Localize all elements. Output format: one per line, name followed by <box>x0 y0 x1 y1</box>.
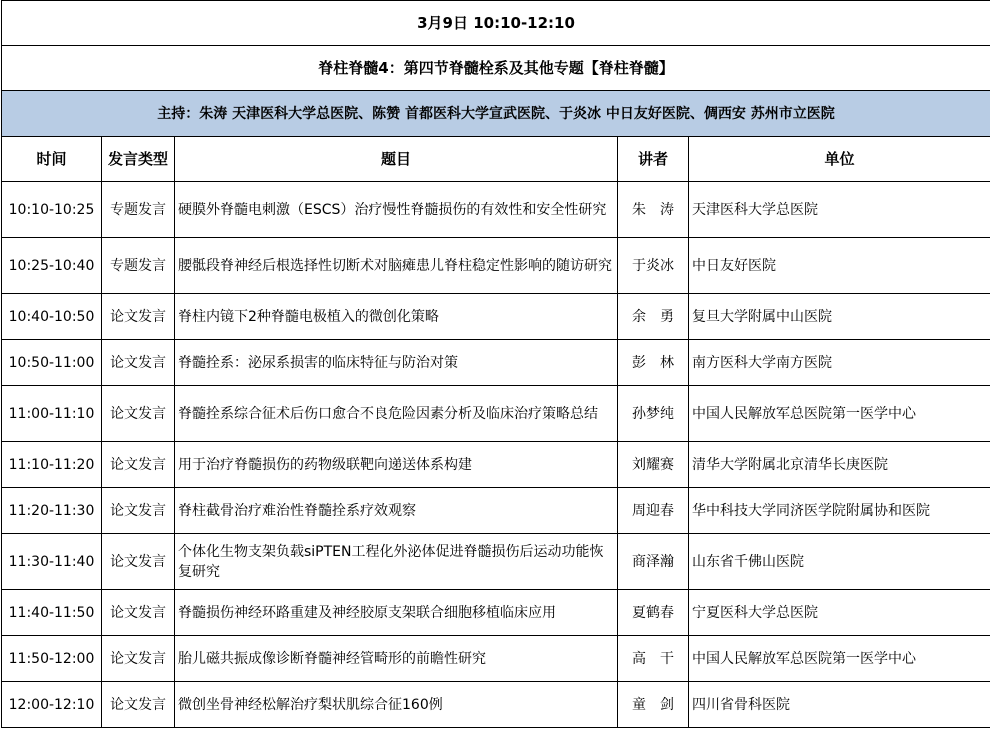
type-cell: 论文发言 <box>102 386 175 442</box>
speaker-cell: 高 干 <box>618 636 689 682</box>
speaker-cell: 彭 林 <box>618 340 689 386</box>
date-row <box>2 1 990 46</box>
unit-cell: 四川省骨科医院 <box>689 682 990 728</box>
speaker-cell: 孙梦纯 <box>618 386 689 442</box>
table-row <box>2 590 990 636</box>
header-type: 发言类型 <box>102 137 175 182</box>
topic-cell: 微创坐骨神经松解治疗梨状肌综合征160例 <box>175 682 618 728</box>
type-cell: 论文发言 <box>102 590 175 636</box>
table-row <box>2 340 990 386</box>
type-cell: 论文发言 <box>102 534 175 590</box>
schedule-table <box>1 0 990 728</box>
time-cell: 11:50-12:00 <box>2 636 102 682</box>
speaker-cell: 周迎春 <box>618 488 689 534</box>
time-cell: 11:10-11:20 <box>2 442 102 488</box>
topic-cell: 脊髓拴系：泌尿系损害的临床特征与防治对策 <box>175 340 618 386</box>
time-cell: 10:10-10:25 <box>2 182 102 238</box>
table-row <box>2 238 990 294</box>
table-row <box>2 182 990 238</box>
chairs: 主持：朱涛 天津医科大学总医院、陈赞 首都医科大学宣武医院、于炎冰 中日友好医院、倜西安 苏州市立医院 <box>2 91 990 137</box>
type-cell: 专题发言 <box>102 182 175 238</box>
unit-cell: 中国人民解放军总医院第一医学中心 <box>689 636 990 682</box>
speaker-cell: 刘耀赛 <box>618 442 689 488</box>
speaker-cell: 于炎冰 <box>618 238 689 294</box>
header-unit: 单位 <box>689 137 990 182</box>
session-row <box>2 46 990 91</box>
unit-cell: 宁夏医科大学总医院 <box>689 590 990 636</box>
header-topic: 题目 <box>175 137 618 182</box>
topic-cell: 胎儿磁共振成像诊断脊髓神经管畸形的前瞻性研究 <box>175 636 618 682</box>
chair-row <box>2 91 990 137</box>
topic-cell: 脊髓拴系综合征术后伤口愈合不良危险因素分析及临床治疗策略总结 <box>175 386 618 442</box>
unit-cell: 中国人民解放军总医院第一医学中心 <box>689 386 990 442</box>
topic-cell: 脊柱截骨治疗难治性脊髓拴系疗效观察 <box>175 488 618 534</box>
header-row <box>2 137 990 182</box>
topic-cell: 脊柱内镜下2种脊髓电极植入的微创化策略 <box>175 294 618 340</box>
table-row <box>2 636 990 682</box>
table-row <box>2 442 990 488</box>
topic-cell: 硬膜外脊髓电刺激（ESCS）治疗慢性脊髓损伤的有效性和安全性研究 <box>175 182 618 238</box>
speaker-cell: 夏鹤春 <box>618 590 689 636</box>
speaker-cell: 童 剑 <box>618 682 689 728</box>
speaker-cell: 朱 涛 <box>618 182 689 238</box>
unit-cell: 清华大学附属北京清华长庚医院 <box>689 442 990 488</box>
time-cell: 10:25-10:40 <box>2 238 102 294</box>
topic-cell: 脊髓损伤神经环路重建及神经胶原支架联合细胞移植临床应用 <box>175 590 618 636</box>
type-cell: 论文发言 <box>102 682 175 728</box>
time-cell: 11:30-11:40 <box>2 534 102 590</box>
unit-cell: 华中科技大学同济医学院附属协和医院 <box>689 488 990 534</box>
table-row <box>2 294 990 340</box>
type-cell: 论文发言 <box>102 488 175 534</box>
date-time: 3月9日 10:10-12:10 <box>2 1 990 46</box>
type-cell: 论文发言 <box>102 294 175 340</box>
topic-cell: 个体化生物支架负载siPTEN工程化外泌体促进脊髓损伤后运动功能恢复研究 <box>175 534 618 590</box>
speaker-cell: 余 勇 <box>618 294 689 340</box>
unit-cell: 中日友好医院 <box>689 238 990 294</box>
unit-cell: 天津医科大学总医院 <box>689 182 990 238</box>
time-cell: 10:40-10:50 <box>2 294 102 340</box>
speaker-cell: 商泽瀚 <box>618 534 689 590</box>
header-speaker: 讲者 <box>618 137 689 182</box>
header-time: 时间 <box>2 137 102 182</box>
type-cell: 论文发言 <box>102 636 175 682</box>
time-cell: 10:50-11:00 <box>2 340 102 386</box>
session-title: 脊柱脊髓4：第四节脊髓栓系及其他专题【脊柱脊髓】 <box>2 46 990 91</box>
table-row <box>2 682 990 728</box>
time-cell: 11:40-11:50 <box>2 590 102 636</box>
unit-cell: 南方医科大学南方医院 <box>689 340 990 386</box>
time-cell: 12:00-12:10 <box>2 682 102 728</box>
table-row <box>2 534 990 590</box>
topic-cell: 用于治疗脊髓损伤的药物级联靶向递送体系构建 <box>175 442 618 488</box>
type-cell: 论文发言 <box>102 442 175 488</box>
time-cell: 11:00-11:10 <box>2 386 102 442</box>
time-cell: 11:20-11:30 <box>2 488 102 534</box>
unit-cell: 复旦大学附属中山医院 <box>689 294 990 340</box>
table-row <box>2 488 990 534</box>
topic-cell: 腰骶段脊神经后根选择性切断术对脑瘫患儿脊柱稳定性影响的随访研究 <box>175 238 618 294</box>
type-cell: 论文发言 <box>102 340 175 386</box>
type-cell: 专题发言 <box>102 238 175 294</box>
table-row <box>2 386 990 442</box>
unit-cell: 山东省千佛山医院 <box>689 534 990 590</box>
